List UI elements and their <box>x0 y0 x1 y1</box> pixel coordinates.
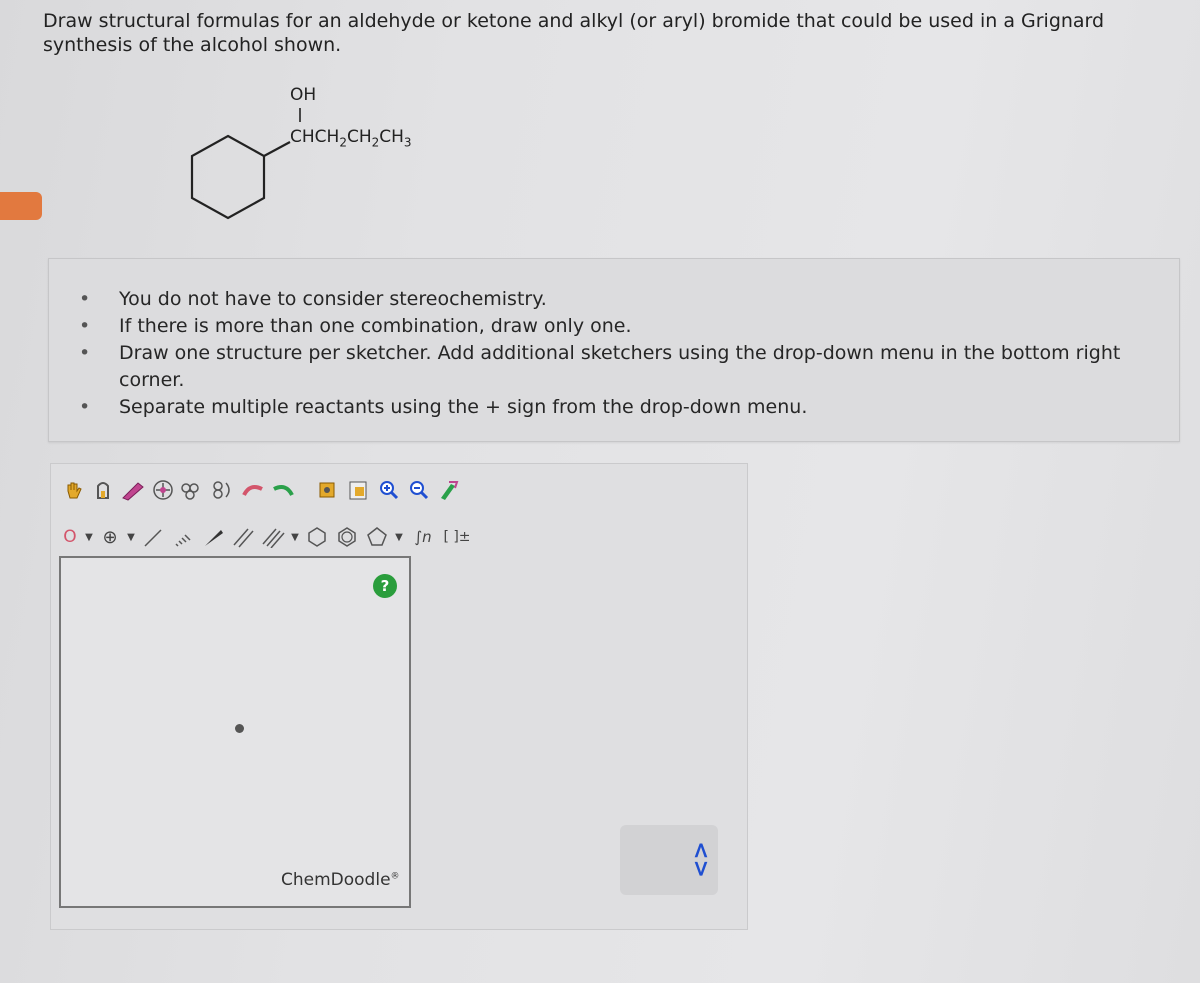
wedge-bond-icon[interactable] <box>198 523 228 551</box>
cyclopentane-template-icon[interactable] <box>362 523 392 551</box>
cursor-dot <box>235 724 244 733</box>
chevron-down-icon[interactable]: ▼ <box>291 531 299 543</box>
instruction-item: • Draw one structure per sketcher. Add additional sketchers using the drop-down menu in the bottom right corner. <box>99 340 1159 394</box>
oh-label: OH <box>290 85 317 105</box>
sketcher-toolbar-row-1 <box>58 474 464 506</box>
question-text: Draw structural formulas for an aldehyde or ketone and alkyl (or aryl) bromide that could be used in a Grignard synthesis of the alcohol shown. <box>43 10 1105 56</box>
flip-icon[interactable] <box>208 476 238 504</box>
cyclohexane-ring <box>192 136 264 218</box>
instruction-item: • Separate multiple reactants using the + sign from the drop-down menu. <box>99 394 1159 421</box>
side-tab[interactable] <box>0 192 42 220</box>
zoom-out-icon[interactable] <box>404 476 434 504</box>
eraser-icon[interactable] <box>118 476 148 504</box>
hand-icon[interactable] <box>58 476 88 504</box>
redo-icon[interactable] <box>268 476 298 504</box>
instructions-box <box>48 258 1180 442</box>
benzene-template-icon[interactable] <box>332 523 362 551</box>
alkyl-chain-label: $CHCH_2CH_2CH_3$ <box>290 127 412 150</box>
bracket-charge-button[interactable]: [ ]± <box>443 529 471 545</box>
atom-oxygen-button[interactable]: O <box>63 527 77 547</box>
instructions-list <box>99 286 1159 421</box>
help-button[interactable]: ? <box>373 574 397 598</box>
chevron-down-icon[interactable]: ▼ <box>85 531 93 543</box>
settings-icon[interactable] <box>434 476 464 504</box>
instruction-item: • If there is more than one combination, draw only one. <box>99 313 1159 340</box>
lasso-icon[interactable] <box>88 476 118 504</box>
sketcher-canvas[interactable] <box>59 556 411 908</box>
expand-sketcher-button[interactable] <box>620 825 718 895</box>
zoom-in-icon[interactable] <box>374 476 404 504</box>
alcohol-structure <box>180 80 480 230</box>
ring-chain-bond <box>264 142 290 156</box>
paste-icon[interactable] <box>344 476 374 504</box>
single-bond-icon[interactable] <box>138 523 168 551</box>
sketcher-toolbar-row-2 <box>58 521 474 553</box>
molecule-drawing <box>180 80 480 230</box>
cyclohexane-template-icon[interactable] <box>302 523 332 551</box>
chevron-down-icon[interactable]: ▼ <box>395 531 403 543</box>
instruction-item: • You do not have to consider stereochemistry. <box>99 286 1159 313</box>
chemdoodle-brand: ChemDoodle® <box>281 870 400 890</box>
repeat-unit-button[interactable]: ∫n <box>414 528 432 546</box>
charge-button[interactable]: ⊕ <box>102 526 118 548</box>
center-icon[interactable] <box>148 476 178 504</box>
undo-icon[interactable] <box>238 476 268 504</box>
chevron-up-down-icon: <> <box>687 841 713 878</box>
clean-icon[interactable] <box>178 476 208 504</box>
hashed-bond-icon[interactable] <box>168 523 198 551</box>
double-bond-icon[interactable] <box>228 523 258 551</box>
triple-bond-icon[interactable] <box>258 523 288 551</box>
chevron-down-icon[interactable]: ▼ <box>127 531 135 543</box>
copy-icon[interactable] <box>314 476 344 504</box>
